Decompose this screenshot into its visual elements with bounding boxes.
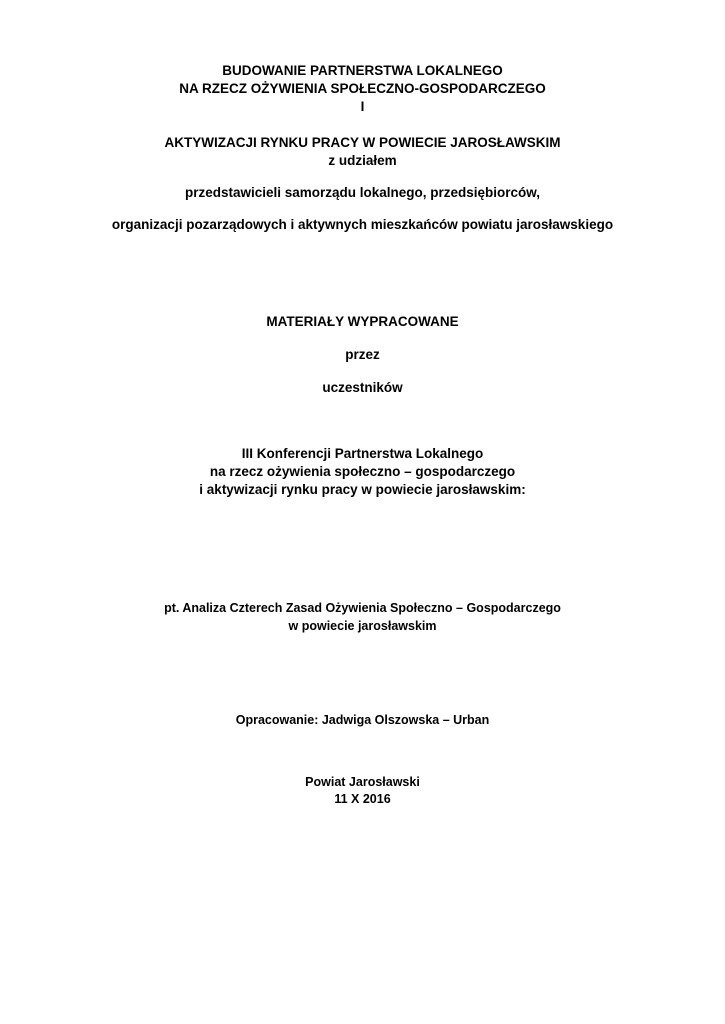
title-line-3: I xyxy=(360,99,365,114)
title-line-5: z udziałem xyxy=(328,153,397,168)
author-line: Opracowanie: Jadwiga Olszowska – Urban xyxy=(235,713,490,727)
title-line-2: NA RZECZ OŻYWIENIA SPOŁECZNO-GOSPODARCZEGO xyxy=(179,81,546,96)
participants-line-2: organizacji pozarządowych i aktywnych mieszkańców powiatu jarosławskiego xyxy=(111,217,614,232)
title-line-1: BUDOWANIE PARTNERSTWA LOKALNEGO xyxy=(222,63,503,78)
participants-line-1: przedstawicieli samorządu lokalnego, przedsiębiorców, xyxy=(184,185,541,200)
subject-line-2: w powiecie jarosławskim xyxy=(288,619,437,633)
title-line-4: AKTYWIZACJI RYNKU PRACY W POWIECIE JAROSŁAWSKIM xyxy=(164,135,561,150)
subject-line-1: pt. Analiza Czterech Zasad Ożywienia Społeczno – Gospodarczego xyxy=(164,601,561,615)
by-word: przez xyxy=(345,347,380,362)
place-line: Powiat Jarosławski xyxy=(305,775,420,789)
participants-word: uczestników xyxy=(322,380,403,395)
conference-line-3: i aktywizacji rynku pracy w powiecie jarosławskim: xyxy=(199,482,526,497)
conference-line-1: III Konferencji Partnerstwa Lokalnego xyxy=(241,446,484,461)
date-line: 11 X 2016 xyxy=(334,792,391,806)
conference-line-2: na rzecz ożywienia społeczno – gospodarczego xyxy=(209,464,516,479)
materials-heading: MATERIAŁY WYPRACOWANE xyxy=(266,314,459,329)
